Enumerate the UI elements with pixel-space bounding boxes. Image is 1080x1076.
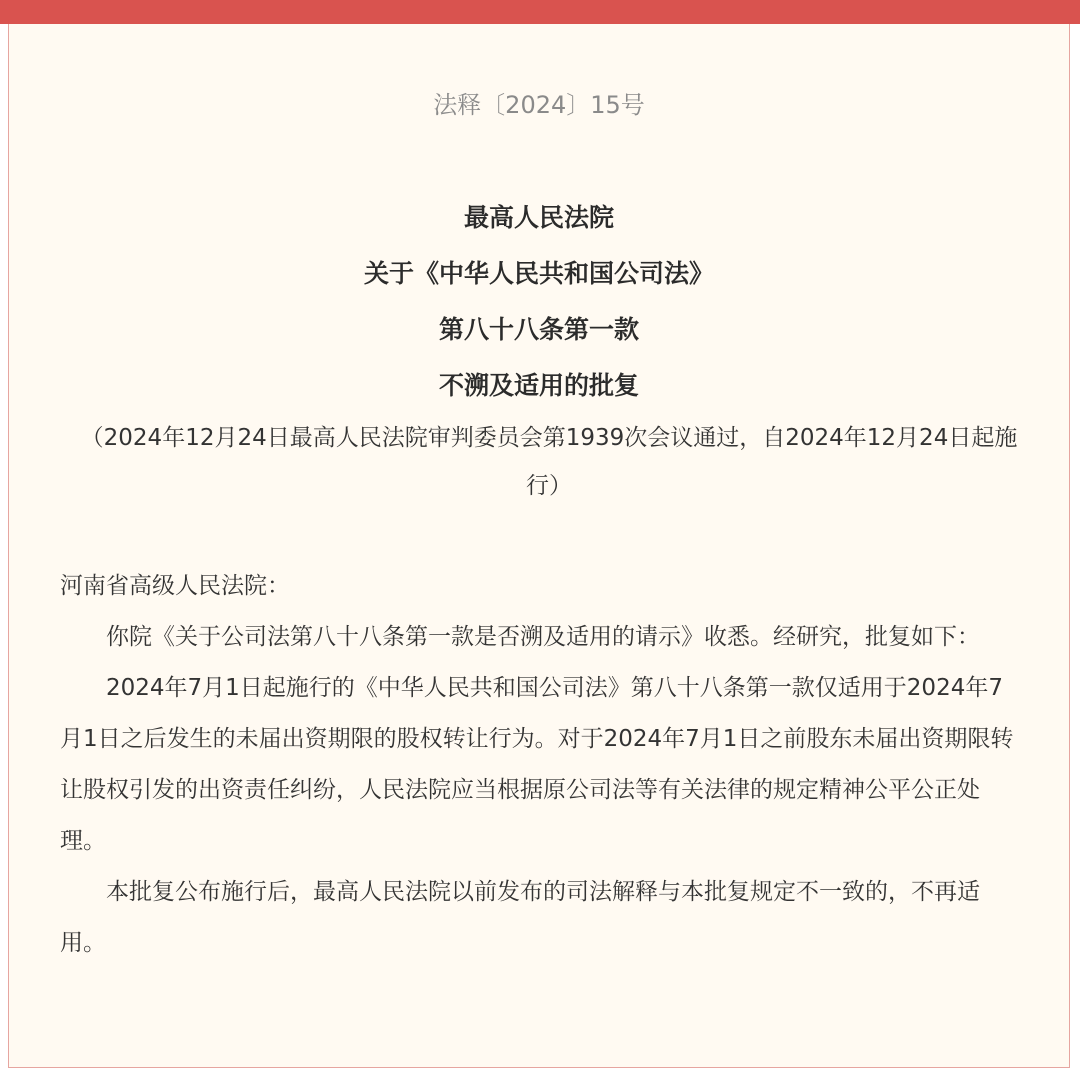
document-title [9, 190, 1069, 414]
document-number: 法释〔2024〕15号 [433, 91, 645, 119]
document-body [60, 561, 1020, 969]
title-line-article: 第八十八条第一款 [438, 315, 639, 344]
addressee: 河南省高级人民法院： [60, 573, 290, 599]
adoption-note: （2024年12月24日最高人民法院审判委员会第1939次会议通过，自2024年12月24日起施行） [80, 425, 1018, 499]
document-frame [8, 24, 1070, 1068]
paragraph-receipt: 你院《关于公司法第八十八条第一款是否溯及适用的请示》收悉。经研究，批复如下： [106, 624, 980, 650]
paragraph-ruling: 2024年7月1日起施行的《中华人民共和国公司法》第八十八条第一款仅适用于2024年7月1日之后发生的未届出资期限的股权转让行为。对于2024年7月1日之前股东未届出资期限转让股权引发的出资责任纠纷，人民法院应当根据原公司法等有关法律的规定精神公平公正处理。 [60, 675, 1014, 854]
title-line-subject: 关于《中华人民共和国公司法》 [363, 259, 714, 288]
title-line-issuer: 最高人民法院 [463, 203, 614, 232]
top-accent-bar [0, 0, 1080, 24]
title-line-reply: 不溯及适用的批复 [438, 371, 639, 400]
paragraph-effect: 本批复公布施行后，最高人民法院以前发布的司法解释与本批复规定不一致的，不再适用。 [60, 879, 980, 956]
